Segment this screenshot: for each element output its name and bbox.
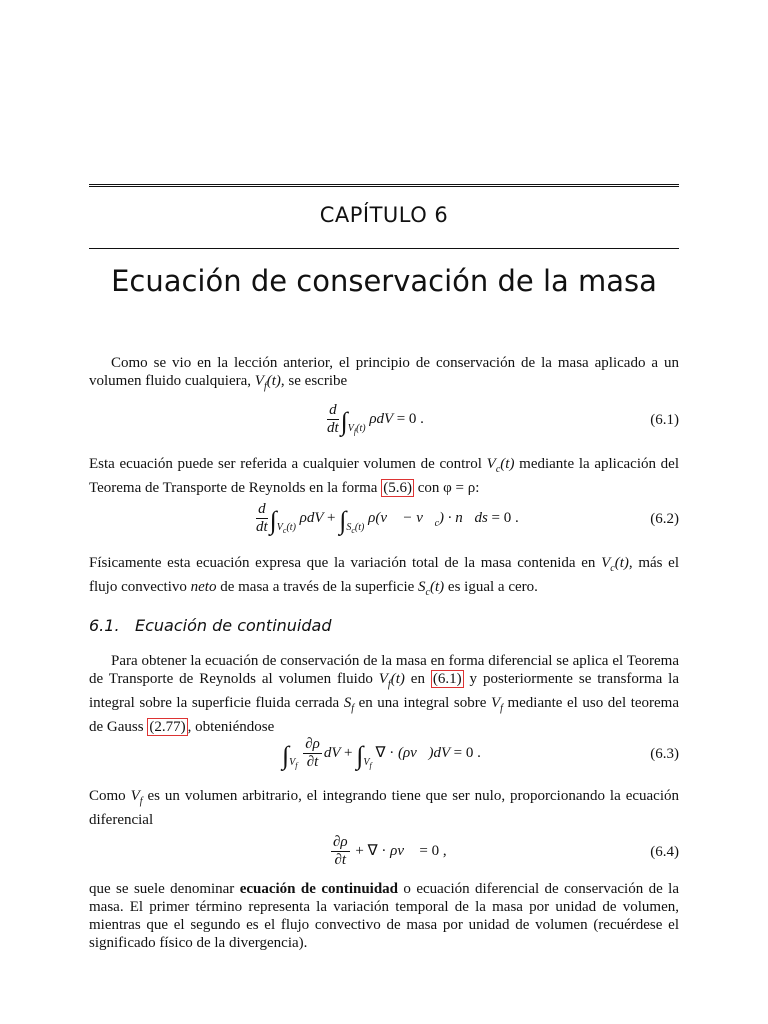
- paragraph-2-text-b: mediante la aplicación del Teorema de Transporte de Reynolds en la forma: [89, 456, 680, 496]
- paragraph-3-text-b: , más el flujo convectivo: [89, 555, 679, 595]
- paragraph-4-text-f: , obteniéndose: [187, 719, 275, 735]
- paragraph-4: Para obtener la ecuación de conservación de la masa en forma diferencial se aplica el Teorema de Transporte de Reynolds al volumen fluido $V_f(t)$ en (6.1) y posteriormente se transforma la integral sobre la superficie fluida cerrada $S_f$ en una integral sobre $V_f$ mediante el uso del teorema de Gauss (2.77) , obteniéndose: [89, 653, 679, 735]
- paragraph-4-text-e: mediante el uso del teorema de Gauss: [89, 695, 679, 735]
- paragraph-1: Como se vio en la lección anterior, el principio de conservación de la masa aplicado a un volumen fluido cualquiera, $V_f(t)$, se escribe: [89, 355, 679, 392]
- equation-6-1: $\frac{d}{dt}$ $\int_{V_f(t)}$ ρdV = 0 . (6.1): [327, 402, 679, 436]
- paragraph-6-text-a: que se suele denominar: [89, 881, 240, 897]
- paragraph-4-text-d: en una integral sobre: [354, 695, 491, 711]
- chapter-top-rule: [89, 184, 679, 187]
- paragraph-3-text-c: de masa a través de la superficie: [216, 579, 419, 595]
- chapter-mid-rule: [89, 248, 679, 249]
- equation-number: (6.3): [650, 746, 679, 762]
- paragraph-4-text-a: Para obtener la ecuación de conservación de la masa en forma diferencial se aplica el Teorema de Transporte de Reynolds al volumen fluido: [89, 653, 679, 687]
- paragraph-4-text-b: en: [404, 671, 431, 687]
- paragraph-4-text-c: y posteriormente se transforma la integral sobre la superficie fluida cerrada: [89, 671, 679, 711]
- equation-6-4: $\frac{\partial\rho}{\partial t}$ + ∇ · ρv⃗ = 0 , (6.4): [333, 834, 679, 868]
- paragraph-3-text-d: es igual a cero.: [444, 579, 538, 595]
- paragraph-6: [89, 880, 679, 952]
- paragraph-1-text-a: Como se vio en la lección anterior, el principio de conservación de la masa aplicado a un volumen fluido cualquiera,: [89, 355, 679, 389]
- paragraph-6-bold-term: ecuación de continuidad: [239, 881, 399, 897]
- chapter-title: Ecuación de conservación de la masa: [111, 264, 657, 298]
- equation-number: (6.2): [650, 511, 679, 527]
- chapter-label: CAPÍTULO 6: [319, 203, 449, 227]
- equation-number: (6.1): [650, 412, 679, 428]
- paragraph-5-text-a: Como: [89, 788, 131, 804]
- paragraph-2-text-a: Esta ecuación puede ser referida a cualquier volumen de control: [89, 456, 487, 472]
- paragraph-3-text-a: Físicamente esta ecuación expresa que la variación total de la masa contenida en: [89, 555, 602, 571]
- equation-link-5-6[interactable]: (5.6): [383, 480, 412, 496]
- section-number: 6.1.: [89, 616, 120, 635]
- equation-number: (6.4): [650, 844, 679, 860]
- paragraph-5-text-b: es un volumen arbitrario, el integrando tiene que ser nulo, proporcionando la ecuación diferencial: [89, 788, 679, 828]
- paragraph-3-emphasis: neto: [190, 579, 217, 595]
- equation-link-6-1[interactable]: (6.1): [432, 671, 462, 687]
- paragraph-5: Como $V_f$ es un volumen arbitrario, el integrando tiene que ser nulo, proporcionando la ecuación diferencial: [89, 788, 679, 828]
- section-heading: [89, 616, 331, 635]
- section-title: Ecuación de continuidad: [135, 616, 332, 635]
- equation-6-2: $\frac{d}{dt}$ $\int_{V_c(t)}$ $\rho dV + \int_{S_c(t)}$ ρ(v⃗ − $v⃗_c$) · n⃗ds = 0 . (6.2): [256, 501, 679, 535]
- paragraph-6-text-b: o ecuación diferencial de conservación de la masa. El primer término representa la variación temporal de la masa por unidad de volumen, mientras que el segundo es el flujo convectivo de masa por unidad de volumen (recuérdese el significado físico de la divergencia).: [89, 881, 679, 951]
- paragraph-2-text-c: con φ = ρ:: [413, 480, 480, 496]
- paragraph-3: Físicamente esta ecuación expresa que la variación total de la masa contenida en $V_c(t)$, más el flujo convectivo neto de masa a través de la superficie $S_c(t)$ es igual a cero.: [89, 555, 679, 598]
- paragraph-1-text-b: , se escribe: [280, 373, 348, 389]
- equation-link-2-77[interactable]: (2.77): [149, 719, 186, 735]
- paragraph-2: Esta ecuación puede ser referida a cualquier volumen de control $V_c(t)$ mediante la aplicación del Teorema de Transporte de Reynolds en la forma (5.6) con φ = ρ:: [89, 456, 680, 496]
- equation-6-3: $\int_{V_f}$ $\frac{\partial\rho}{\partial t}$ dV + $\int_{V_f}$ ∇ · (ρv⃗)dV = 0 . (6.3): [282, 736, 679, 770]
